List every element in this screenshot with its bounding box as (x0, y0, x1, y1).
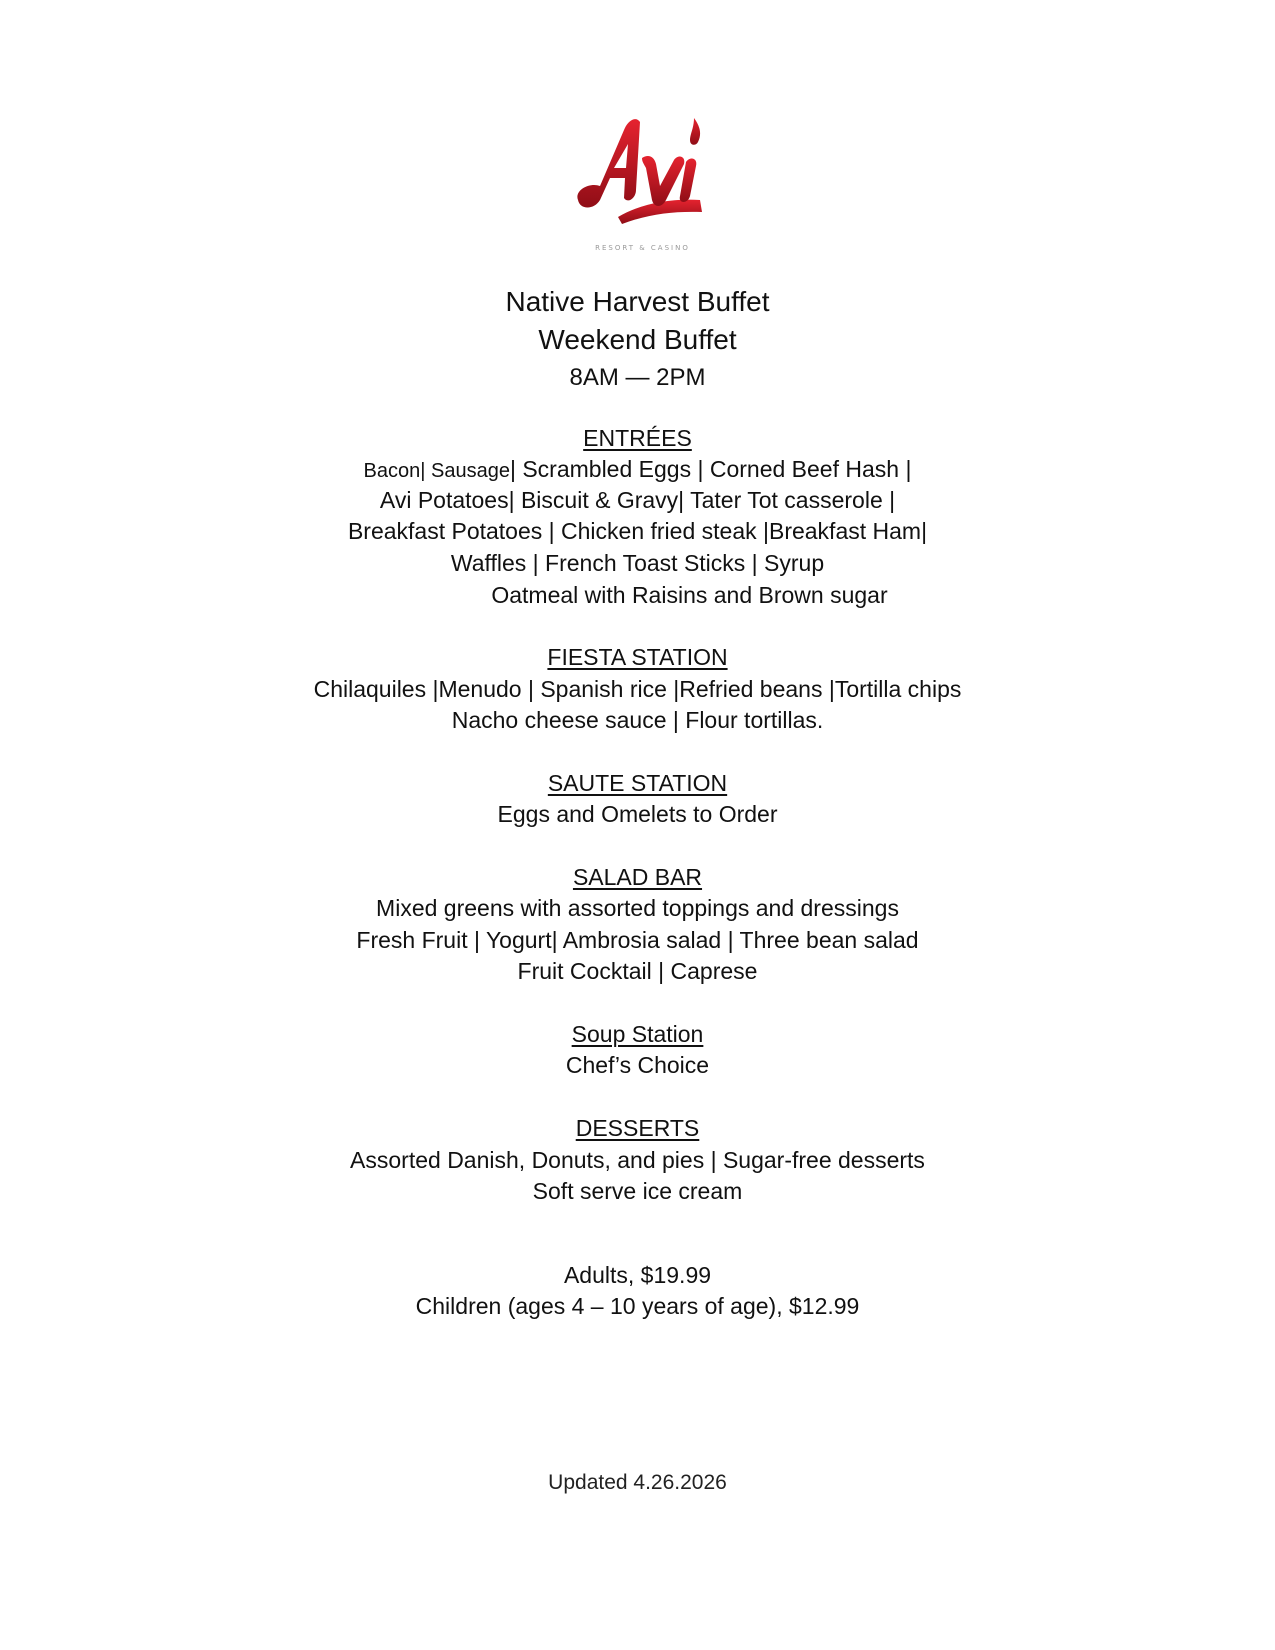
child-price: Children (ages 4 – 10 years of age), $12.99 (415, 1293, 860, 1319)
salad-line-2: Fresh Fruit | Yogurt| Ambrosia salad | Three bean salad (356, 927, 919, 953)
fiesta-line-2: Nacho cheese sauce | Flour tortillas. (451, 707, 824, 733)
saute-line-1: Eggs and Omelets to Order (497, 801, 778, 827)
saute-heading: SAUTE STATION (547, 770, 728, 796)
entrees-line-1 (0, 455, 1275, 485)
desserts-line-2: Soft serve ice cream (532, 1178, 743, 1204)
desserts-line-1: Assorted Danish, Donuts, and pies | Sugar-free desserts (350, 1147, 925, 1173)
buffet-hours: 8AM — 2PM (569, 364, 706, 391)
entrees-line-2: Avi Potatoes| Biscuit & Gravy| Tater Tot casserole | (379, 487, 896, 513)
avi-logo-mark (570, 112, 715, 242)
salad-line-1: Mixed greens with assorted toppings and dressings (376, 895, 899, 921)
desserts-heading: DESSERTS (575, 1115, 700, 1141)
entrees-heading: ENTRÉES (583, 425, 692, 451)
adult-price: Adults, $19.99 (563, 1262, 712, 1288)
entrees-line-5: Oatmeal with Raisins and Brown sugar (491, 582, 888, 608)
logo-subtitle: RESORT & CASINO (595, 244, 690, 252)
entrees-line-3: Breakfast Potatoes | Chicken fried steak |Breakfast Ham| (347, 518, 928, 544)
fiesta-heading: FIESTA STATION (547, 644, 728, 670)
buffet-title: Native Harvest Buffet (505, 286, 770, 317)
entrees-line-1-part-b: | Scrambled Eggs | Corned Beef Hash | (509, 456, 912, 482)
salad-heading: SALAD BAR (572, 864, 703, 890)
salad-line-3: Fruit Cocktail | Caprese (517, 958, 758, 984)
avi-logo (570, 112, 715, 252)
updated-date: Updated 4.26.2026 (548, 1471, 727, 1494)
fiesta-line-1: Chilaquiles |Menudo | Spanish rice |Refried beans |Tortilla chips (313, 676, 962, 702)
soup-line-1: Chef’s Choice (565, 1052, 710, 1078)
buffet-subtitle: Weekend Buffet (538, 324, 737, 355)
entrees-line-4: Waffles | French Toast Sticks | Syrup (450, 550, 825, 576)
entrees-line-1-part-a: Bacon| Sausage (363, 460, 510, 482)
soup-heading: Soup Station (571, 1021, 704, 1047)
